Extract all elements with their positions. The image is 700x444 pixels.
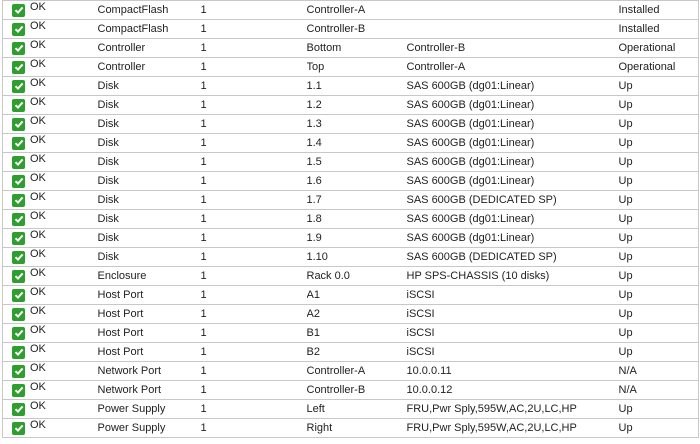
component-count: 1 bbox=[201, 362, 307, 381]
status-text: OK bbox=[30, 191, 46, 203]
component-type: Power Supply bbox=[98, 400, 201, 419]
component-count: 1 bbox=[201, 172, 307, 191]
component-state: Up bbox=[619, 419, 699, 438]
component-state: Up bbox=[619, 229, 699, 248]
table-row[interactable] bbox=[3, 191, 699, 210]
status-text: OK bbox=[30, 153, 46, 165]
table-row[interactable] bbox=[3, 248, 699, 267]
check-icon bbox=[12, 175, 25, 188]
component-count: 1 bbox=[201, 343, 307, 362]
status-cell bbox=[3, 172, 98, 191]
status-text: OK bbox=[30, 419, 46, 431]
component-detail: SAS 600GB (dg01:Linear) bbox=[407, 96, 619, 115]
status-text: OK bbox=[30, 77, 46, 89]
component-type: CompactFlash bbox=[98, 1, 201, 20]
component-count: 1 bbox=[201, 286, 307, 305]
component-location: Top bbox=[307, 58, 407, 77]
component-count: 1 bbox=[201, 134, 307, 153]
status-cell bbox=[3, 20, 98, 39]
component-count: 1 bbox=[201, 210, 307, 229]
status-cell bbox=[3, 362, 98, 381]
status-cell bbox=[3, 419, 98, 438]
component-location: B1 bbox=[307, 324, 407, 343]
check-icon bbox=[12, 194, 25, 207]
component-location: Controller-B bbox=[307, 381, 407, 400]
component-type: Host Port bbox=[98, 343, 201, 362]
component-state: Up bbox=[619, 77, 699, 96]
status-cell bbox=[3, 134, 98, 153]
check-icon bbox=[12, 346, 25, 359]
component-count: 1 bbox=[201, 20, 307, 39]
component-detail: FRU,Pwr Sply,595W,AC,2U,LC,HP bbox=[407, 419, 619, 438]
component-type: CompactFlash bbox=[98, 20, 201, 39]
table-row[interactable] bbox=[3, 96, 699, 115]
component-detail: HP SPS-CHASSIS (10 disks) bbox=[407, 267, 619, 286]
table-row[interactable] bbox=[3, 1, 699, 20]
table-row[interactable] bbox=[3, 39, 699, 58]
check-icon bbox=[12, 99, 25, 112]
check-icon bbox=[12, 4, 25, 17]
component-count: 1 bbox=[201, 153, 307, 172]
check-icon bbox=[12, 80, 25, 93]
check-icon bbox=[12, 42, 25, 55]
status-text: OK bbox=[30, 248, 46, 260]
component-state: Up bbox=[619, 248, 699, 267]
status-cell bbox=[3, 191, 98, 210]
component-state: Up bbox=[619, 134, 699, 153]
component-location: 1.3 bbox=[307, 115, 407, 134]
component-state: Up bbox=[619, 267, 699, 286]
component-location: 1.6 bbox=[307, 172, 407, 191]
table-body bbox=[3, 1, 699, 438]
component-state: Up bbox=[619, 343, 699, 362]
component-count: 1 bbox=[201, 381, 307, 400]
table-row[interactable] bbox=[3, 115, 699, 134]
component-location: Rack 0.0 bbox=[307, 267, 407, 286]
component-state: Up bbox=[619, 400, 699, 419]
table-row[interactable] bbox=[3, 134, 699, 153]
component-type: Disk bbox=[98, 210, 201, 229]
component-type: Host Port bbox=[98, 305, 201, 324]
component-count: 1 bbox=[201, 1, 307, 20]
component-type: Disk bbox=[98, 248, 201, 267]
component-state: Up bbox=[619, 210, 699, 229]
component-location: Left bbox=[307, 400, 407, 419]
component-location: 1.8 bbox=[307, 210, 407, 229]
component-type: Network Port bbox=[98, 381, 201, 400]
component-state: Up bbox=[619, 172, 699, 191]
component-state: Up bbox=[619, 191, 699, 210]
component-type: Disk bbox=[98, 229, 201, 248]
table-row[interactable] bbox=[3, 343, 699, 362]
component-count: 1 bbox=[201, 324, 307, 343]
component-type: Disk bbox=[98, 134, 201, 153]
status-text: OK bbox=[30, 229, 46, 241]
status-cell bbox=[3, 115, 98, 134]
check-icon bbox=[12, 365, 25, 378]
table-row[interactable] bbox=[3, 210, 699, 229]
component-location: 1.9 bbox=[307, 229, 407, 248]
component-count: 1 bbox=[201, 400, 307, 419]
component-count: 1 bbox=[201, 305, 307, 324]
table-row[interactable] bbox=[3, 286, 699, 305]
status-cell bbox=[3, 400, 98, 419]
component-state: Operational bbox=[619, 58, 699, 77]
status-cell bbox=[3, 39, 98, 58]
status-text: OK bbox=[30, 39, 46, 51]
status-text: OK bbox=[30, 286, 46, 298]
component-state: Up bbox=[619, 305, 699, 324]
status-cell bbox=[3, 153, 98, 172]
check-icon bbox=[12, 156, 25, 169]
component-location: B2 bbox=[307, 343, 407, 362]
check-icon bbox=[12, 61, 25, 74]
component-state: Installed bbox=[619, 1, 699, 20]
status-cell bbox=[3, 58, 98, 77]
table-row[interactable] bbox=[3, 305, 699, 324]
status-cell bbox=[3, 381, 98, 400]
check-icon bbox=[12, 422, 25, 435]
table-row[interactable] bbox=[3, 229, 699, 248]
status-text: OK bbox=[30, 400, 46, 412]
status-text: OK bbox=[30, 172, 46, 184]
status-cell bbox=[3, 229, 98, 248]
status-text: OK bbox=[30, 267, 46, 279]
table-row[interactable] bbox=[3, 419, 699, 438]
check-icon bbox=[12, 384, 25, 397]
component-location: 1.10 bbox=[307, 248, 407, 267]
component-detail: SAS 600GB (DEDICATED SP) bbox=[407, 248, 619, 267]
component-type: Disk bbox=[98, 153, 201, 172]
status-text: OK bbox=[30, 20, 46, 32]
component-location: 1.1 bbox=[307, 77, 407, 96]
status-cell bbox=[3, 324, 98, 343]
status-text: OK bbox=[30, 362, 46, 374]
check-icon bbox=[12, 251, 25, 264]
component-location: Bottom bbox=[307, 39, 407, 58]
component-state: Installed bbox=[619, 20, 699, 39]
component-location: 1.7 bbox=[307, 191, 407, 210]
table-row[interactable] bbox=[3, 267, 699, 286]
status-text: OK bbox=[30, 305, 46, 317]
component-location: Controller-B bbox=[307, 20, 407, 39]
component-count: 1 bbox=[201, 267, 307, 286]
check-icon bbox=[12, 213, 25, 226]
component-state: Up bbox=[619, 153, 699, 172]
check-icon bbox=[12, 327, 25, 340]
check-icon bbox=[12, 308, 25, 321]
component-state: N/A bbox=[619, 362, 699, 381]
status-cell bbox=[3, 286, 98, 305]
status-cell bbox=[3, 210, 98, 229]
status-text: OK bbox=[30, 343, 46, 355]
table-row[interactable] bbox=[3, 58, 699, 77]
component-detail: iSCSI bbox=[407, 286, 619, 305]
status-cell bbox=[3, 77, 98, 96]
table-row[interactable] bbox=[3, 381, 699, 400]
component-type: Controller bbox=[98, 39, 201, 58]
status-cell bbox=[3, 305, 98, 324]
table-row[interactable] bbox=[3, 362, 699, 381]
component-detail: SAS 600GB (dg01:Linear) bbox=[407, 210, 619, 229]
component-detail: Controller-B bbox=[407, 39, 619, 58]
check-icon bbox=[12, 289, 25, 302]
status-text: OK bbox=[30, 1, 46, 13]
check-icon bbox=[12, 232, 25, 245]
table-row[interactable] bbox=[3, 20, 699, 39]
component-location: Controller-A bbox=[307, 362, 407, 381]
component-count: 1 bbox=[201, 58, 307, 77]
component-detail bbox=[407, 1, 619, 20]
component-detail: SAS 600GB (dg01:Linear) bbox=[407, 172, 619, 191]
component-state: Operational bbox=[619, 39, 699, 58]
status-cell bbox=[3, 267, 98, 286]
component-type: Disk bbox=[98, 115, 201, 134]
check-icon bbox=[12, 270, 25, 283]
status-text: OK bbox=[30, 134, 46, 146]
component-count: 1 bbox=[201, 39, 307, 58]
component-state: N/A bbox=[619, 381, 699, 400]
component-count: 1 bbox=[201, 77, 307, 96]
table-row[interactable] bbox=[3, 77, 699, 96]
component-detail: SAS 600GB (dg01:Linear) bbox=[407, 134, 619, 153]
component-type: Host Port bbox=[98, 324, 201, 343]
component-detail: SAS 600GB (dg01:Linear) bbox=[407, 77, 619, 96]
status-cell bbox=[3, 343, 98, 362]
status-cell bbox=[3, 96, 98, 115]
component-location: 1.4 bbox=[307, 134, 407, 153]
check-icon bbox=[12, 403, 25, 416]
component-status-table bbox=[2, 0, 699, 438]
component-detail bbox=[407, 20, 619, 39]
component-type: Enclosure bbox=[98, 267, 201, 286]
status-text: OK bbox=[30, 324, 46, 336]
status-text: OK bbox=[30, 96, 46, 108]
component-detail: FRU,Pwr Sply,595W,AC,2U,LC,HP bbox=[407, 400, 619, 419]
component-location: 1.5 bbox=[307, 153, 407, 172]
component-location: A1 bbox=[307, 286, 407, 305]
component-count: 1 bbox=[201, 419, 307, 438]
component-location: Right bbox=[307, 419, 407, 438]
component-type: Disk bbox=[98, 172, 201, 191]
component-type: Controller bbox=[98, 58, 201, 77]
component-location: A2 bbox=[307, 305, 407, 324]
component-location: Controller-A bbox=[307, 1, 407, 20]
component-type: Power Supply bbox=[98, 419, 201, 438]
table-row[interactable] bbox=[3, 153, 699, 172]
component-count: 1 bbox=[201, 248, 307, 267]
component-count: 1 bbox=[201, 115, 307, 134]
status-text: OK bbox=[30, 381, 46, 393]
component-state: Up bbox=[619, 115, 699, 134]
check-icon bbox=[12, 118, 25, 131]
component-type: Disk bbox=[98, 77, 201, 96]
component-detail: SAS 600GB (dg01:Linear) bbox=[407, 229, 619, 248]
component-detail: SAS 600GB (dg01:Linear) bbox=[407, 153, 619, 172]
component-detail: SAS 600GB (DEDICATED SP) bbox=[407, 191, 619, 210]
status-text: OK bbox=[30, 115, 46, 127]
component-state: Up bbox=[619, 286, 699, 305]
component-detail: iSCSI bbox=[407, 305, 619, 324]
status-text: OK bbox=[30, 58, 46, 70]
component-detail: Controller-A bbox=[407, 58, 619, 77]
component-detail: SAS 600GB (dg01:Linear) bbox=[407, 115, 619, 134]
status-cell bbox=[3, 248, 98, 267]
table-row[interactable] bbox=[3, 400, 699, 419]
status-text: OK bbox=[30, 210, 46, 222]
component-type: Host Port bbox=[98, 286, 201, 305]
component-type: Network Port bbox=[98, 362, 201, 381]
component-type: Disk bbox=[98, 191, 201, 210]
component-detail: iSCSI bbox=[407, 343, 619, 362]
check-icon bbox=[12, 137, 25, 150]
status-cell bbox=[3, 1, 98, 20]
component-state: Up bbox=[619, 324, 699, 343]
component-count: 1 bbox=[201, 229, 307, 248]
component-detail: iSCSI bbox=[407, 324, 619, 343]
component-count: 1 bbox=[201, 191, 307, 210]
component-location: 1.2 bbox=[307, 96, 407, 115]
component-detail: 10.0.0.12 bbox=[407, 381, 619, 400]
component-detail: 10.0.0.11 bbox=[407, 362, 619, 381]
table-row[interactable] bbox=[3, 324, 699, 343]
table-row[interactable] bbox=[3, 172, 699, 191]
check-icon bbox=[12, 23, 25, 36]
component-state: Up bbox=[619, 96, 699, 115]
component-type: Disk bbox=[98, 96, 201, 115]
component-count: 1 bbox=[201, 96, 307, 115]
